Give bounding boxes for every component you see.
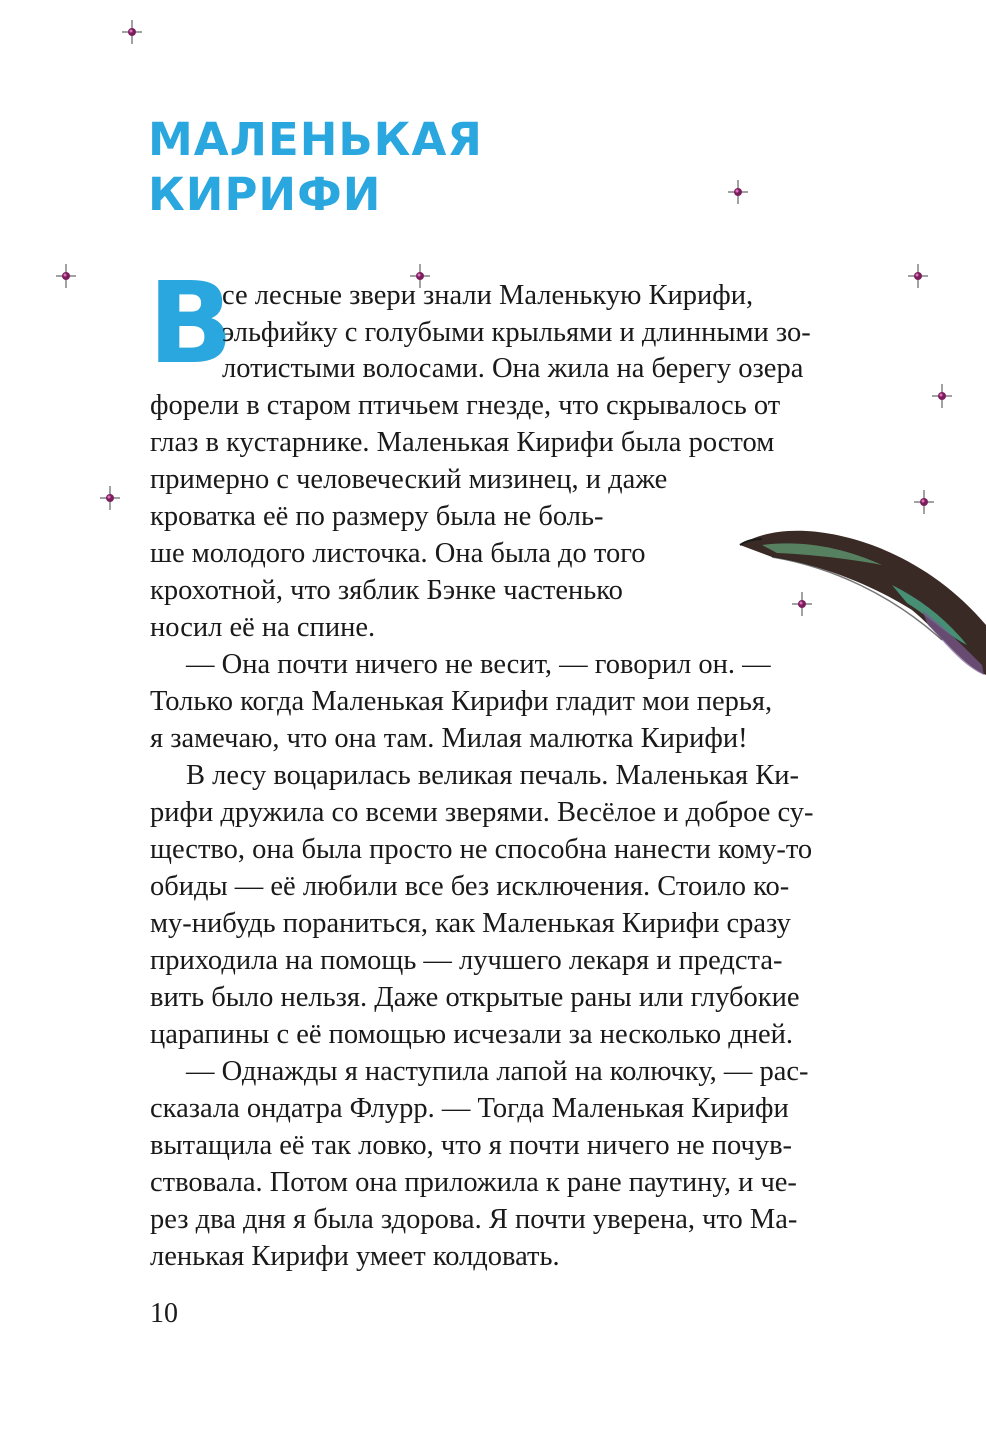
sparkle-star-icon xyxy=(928,382,956,410)
chapter-title xyxy=(148,112,483,222)
sparkle-star-icon xyxy=(96,484,124,512)
text-line: царапины с её помощью исчезали за несколько дней. xyxy=(150,1019,794,1050)
sparkle-star-icon xyxy=(52,262,80,290)
text-line: сказала ондатра Флурр. — Тогда Маленькая Кирифи xyxy=(150,1093,789,1124)
text-line: я замечаю, что она там. Милая малютка Кирифи! xyxy=(150,723,748,754)
chapter-title-line-1: МАЛЕНЬКАЯ xyxy=(148,113,483,166)
text-line: Только когда Маленькая Кирифи гладит мои перья, xyxy=(150,686,773,717)
sparkle-star-icon xyxy=(910,488,938,516)
sparkle-star-icon xyxy=(406,262,434,290)
text-line: форели в старом птичьем гнезде, что скрывалось от xyxy=(150,390,781,421)
text-line: вытащила её так ловко, что я почти ничего не почув- xyxy=(150,1130,793,1161)
text-line: щество, она была просто не способна нанести кому-то xyxy=(150,834,813,865)
text-line: вить было нельзя. Даже открытые раны или глубокие xyxy=(150,982,800,1013)
text-line: эльфийку с голубыми крыльями и длинными зо- xyxy=(222,317,811,348)
text-line: примерно с человеческий мизинец, и даже xyxy=(150,464,668,495)
text-line: рифи дружила со всеми зверями. Весёлое и доброе су- xyxy=(150,797,814,828)
text-line: крохотной, что зяблик Бэнке частенько xyxy=(150,575,623,606)
text-line: му-нибудь пораниться, как Маленькая Кирифи сразу xyxy=(150,908,791,939)
text-line: В лесу воцарилась великая печаль. Маленькая Ки- xyxy=(186,760,799,791)
sparkle-star-icon xyxy=(904,262,932,290)
feather-illustration xyxy=(732,515,986,685)
text-line: — Однажды я наступила лапой на колючку, — рас- xyxy=(186,1056,809,1087)
text-line: рез два дня я была здорова. Я почти уверена, что Ма- xyxy=(150,1204,798,1235)
text-line: ше молодого листочка. Она была до того xyxy=(150,538,646,569)
text-line: — Она почти ничего не весит, — говорил он. — xyxy=(186,649,771,680)
chapter-title-line-2: КИРИФИ xyxy=(148,168,382,221)
text-line: глаз в кустарнике. Маленькая Кирифи была ростом xyxy=(150,427,775,458)
text-line: обиды — её любили все без исключения. Стоило ко- xyxy=(150,871,790,902)
sparkle-star-icon xyxy=(724,178,752,206)
text-line: приходила на помощь — лучшего лекаря и предста- xyxy=(150,945,783,976)
text-line: носил её на спине. xyxy=(150,612,376,643)
text-line: кроватка её по размеру была не боль- xyxy=(150,501,604,532)
page-number: 10 xyxy=(150,1298,178,1329)
text-line: се лесные звери знали Маленькую Кирифи, xyxy=(222,280,754,311)
sparkle-star-icon xyxy=(118,18,146,46)
drop-cap: В xyxy=(148,259,234,389)
text-line: ствовала. Потом она приложила к ране паутину, и че- xyxy=(150,1167,797,1198)
text-line: лотистыми волосами. Она жила на берегу озера xyxy=(222,353,804,384)
text-line: ленькая Кирифи умеет колдовать. xyxy=(150,1241,560,1272)
